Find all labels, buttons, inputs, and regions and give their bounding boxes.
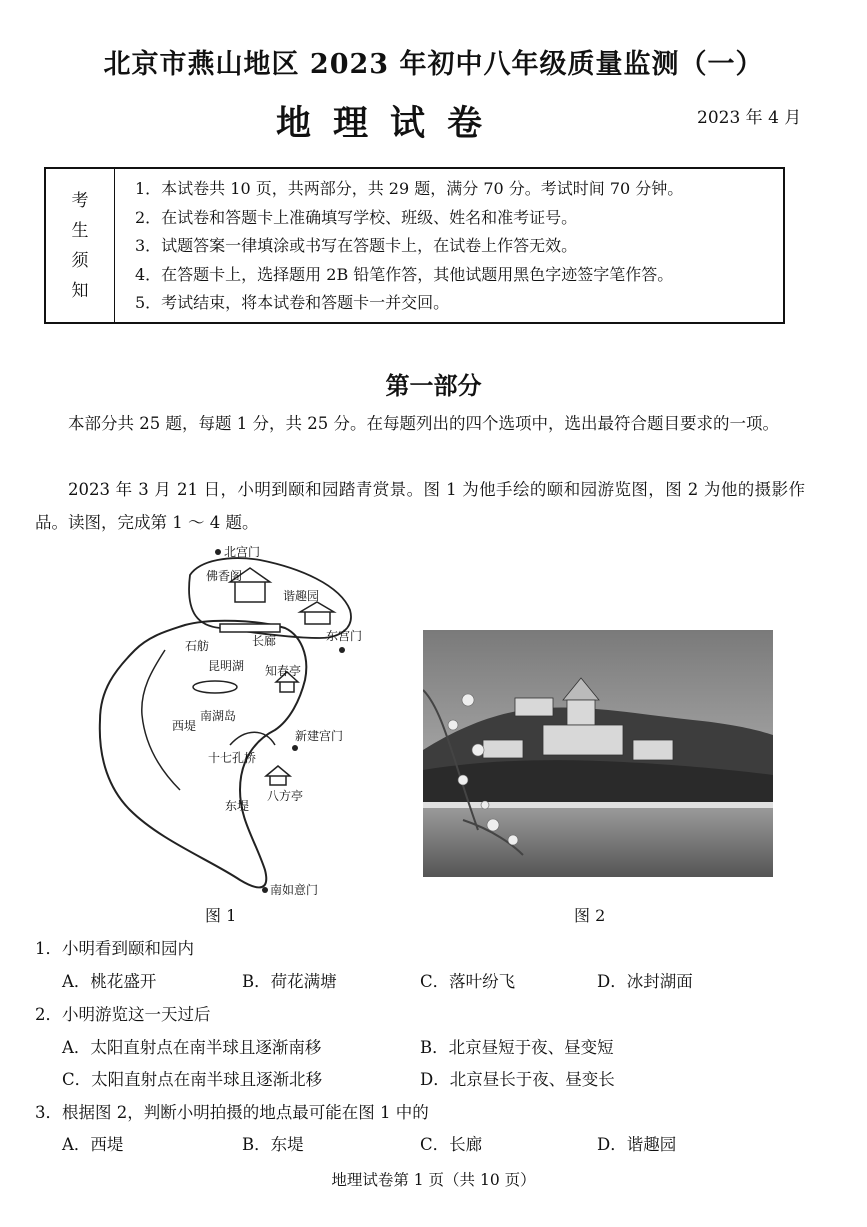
map-label-zhichunting: 知春亭 (265, 664, 302, 678)
question-3-stem: 3．根据图 2，判断小明拍摄的地点最可能在图 1 中的 (35, 1103, 429, 1122)
notice-label (46, 169, 115, 322)
map-label-shifang: 石舫 (185, 639, 210, 653)
question-3-option-c[interactable]: C．长廊 (420, 1135, 483, 1154)
map-label-bafangting: 八方亭 (267, 789, 304, 803)
map-label-dongdi: 东堤 (225, 799, 250, 813)
notice-item: 2．在试卷和答题卡上准确填写学校、班级、姓名和准考证号。 (135, 207, 578, 227)
map-label-east-gate: 东宫门 (326, 629, 363, 643)
map-label-xiequyuan: 谐趣园 (283, 589, 320, 603)
figure-1-caption: 图 1 (205, 906, 237, 925)
notice-label-char: 考 (71, 190, 89, 211)
question-2-option-b[interactable]: B．北京昼短于夜、昼变短 (420, 1038, 614, 1057)
question-2-option-c[interactable]: C．太阳直射点在南半球且逐渐北移 (62, 1070, 323, 1089)
notice-label-char: 须 (71, 250, 89, 271)
notice-item: 4．在答题卡上，选择题用 2B 铅笔作答，其他试题用黑色字迹签字笔作答。 (135, 264, 674, 284)
map-label-foxiangge: 佛香阁 (206, 569, 243, 583)
map-label-nanhudao: 南湖岛 (200, 709, 237, 723)
question-2-option-d[interactable]: D．北京昼长于夜、昼变长 (420, 1070, 615, 1089)
map-label-xidi: 西堤 (172, 719, 197, 733)
question-1-option-d[interactable]: D．冰封湖面 (597, 972, 693, 991)
section-intro: 本部分共 25 题，每题 1 分，共 25 分。在每题列出的四个选项中，选出最符合题目要求的一项。 (68, 414, 779, 433)
figure-2-caption: 图 2 (574, 906, 606, 925)
page-footer: 地理试卷第 1 页（共 10 页） (331, 1171, 536, 1189)
notice-label-char: 知 (71, 280, 89, 301)
question-1-option-a[interactable]: A．桃花盛开 (62, 972, 157, 991)
question-1-option-b[interactable]: B．荷花满塘 (242, 972, 337, 991)
question-2-option-a[interactable]: A．太阳直射点在南半球且逐渐南移 (62, 1038, 322, 1057)
summer-palace-photo (423, 630, 773, 877)
map-label-shiqikong: 十七孔桥 (208, 751, 257, 765)
question-context: 2023 年 3 月 21 日，小明到颐和园踏青赏景。图 1 为他手绘的颐和园游览图，图 2 为他的摄影作品。读图，完成第 1 ～ 4 题。 (35, 480, 805, 532)
question-1-option-c[interactable]: C．落叶纷飞 (420, 972, 516, 991)
map-label-changlang: 长廊 (252, 634, 277, 648)
subject-title: 地理试卷 (275, 103, 504, 144)
question-3-option-b[interactable]: B．东堤 (242, 1135, 304, 1154)
map-label-kunming: 昆明湖 (208, 659, 245, 673)
question-2-stem: 2．小明游览这一天过后 (35, 1005, 211, 1024)
exam-title: 北京市燕山地区 2023 年初中八年级质量监测（一） (103, 49, 764, 80)
notice-item: 5．考试结束，将本试卷和答题卡一并交回。 (135, 293, 450, 312)
map-label-south-gate: 南如意门 (270, 883, 319, 897)
map-label-north-gate: 北宫门 (224, 545, 261, 559)
notice-item: 1．本试卷共 10 页，共两部分，共 29 题，满分 70 分。考试时间 70 分钟。 (135, 179, 684, 198)
notice-item: 3．试题答案一律填涂或书写在答题卡上，在试卷上作答无效。 (135, 236, 578, 255)
question-3-option-a[interactable]: A．西堤 (62, 1135, 124, 1154)
notice-list (115, 169, 783, 322)
question-3-option-d[interactable]: D．谐趣园 (597, 1135, 677, 1154)
section-title: 第一部分 (385, 371, 482, 400)
exam-date: 2023 年 4 月 (697, 108, 802, 128)
notice-label-char: 生 (71, 220, 89, 241)
question-1-stem: 1．小明看到颐和园内 (35, 939, 194, 958)
candidate-notice-box (44, 167, 785, 324)
summer-palace-map (90, 540, 380, 905)
map-label-xinjian-gate: 新建宫门 (295, 729, 344, 743)
